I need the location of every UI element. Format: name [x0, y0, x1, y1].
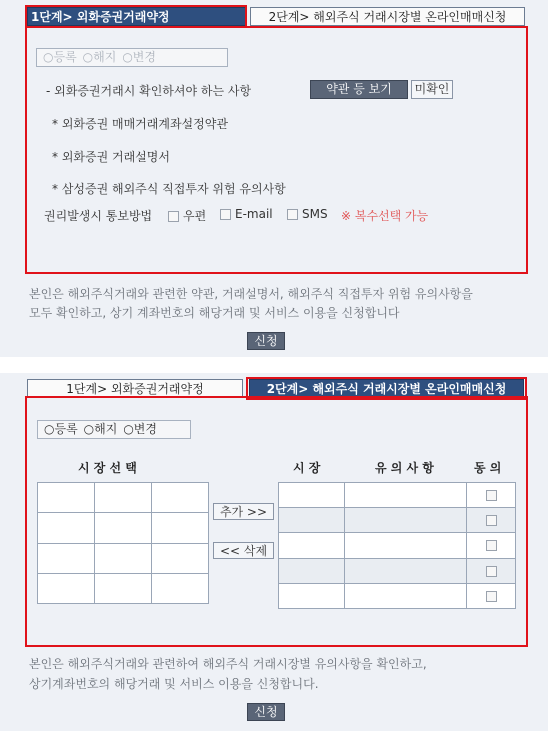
tab-step1-agreement[interactable]: 1단계> 외화증권거래약정	[27, 7, 246, 26]
consent-notice-line2: 모두 확인하고, 상기 계좌번호의 해당거래 및 서비스 이용을 신청합니다	[29, 306, 400, 320]
market-header: 시 장	[293, 461, 321, 475]
table-row	[279, 508, 516, 533]
cancel-radio[interactable]: ○해지	[83, 422, 118, 436]
sms-label: SMS	[302, 207, 328, 221]
market-cell[interactable]	[95, 573, 152, 603]
market-cell[interactable]	[38, 573, 95, 603]
consent-notice-line1: 본인은 해외주식거래와 관련하여 해외주식 거래시장별 유의사항을 확인하고,	[29, 657, 427, 671]
sms-checkbox[interactable]	[287, 209, 298, 220]
terms-item-risk-notice: * 삼성증권 해외주식 직접투자 위험 유의사항	[52, 182, 286, 196]
market-cell[interactable]	[95, 483, 152, 513]
consent-notice-line1: 본인은 해외주식거래와 관련한 약관, 거래설명서, 해외주식 직접투자 위험 유의사항을	[29, 287, 473, 301]
agree-checkbox[interactable]	[486, 515, 497, 526]
mail-checkbox[interactable]	[168, 211, 179, 222]
email-label: E-mail	[235, 207, 273, 221]
market-application-panel	[0, 373, 548, 731]
market-cell[interactable]	[38, 513, 95, 543]
change-radio[interactable]: ○변경	[122, 50, 156, 64]
table-row	[279, 533, 516, 558]
market-cell[interactable]	[152, 513, 209, 543]
apply-button[interactable]: 신청	[247, 332, 285, 350]
mail-label: 우편	[183, 209, 207, 223]
register-radio[interactable]: ○등록	[44, 422, 78, 436]
unconfirmed-button[interactable]: 미확인	[411, 80, 453, 99]
market-select-header: 시 장 선 택	[78, 461, 137, 475]
selected-market-table	[278, 482, 516, 609]
change-radio[interactable]: ○변경	[123, 422, 157, 436]
market-cell[interactable]	[95, 513, 152, 543]
market-cell[interactable]	[152, 543, 209, 573]
add-market-button[interactable]: 추가 >>	[213, 503, 274, 520]
email-checkbox[interactable]	[220, 209, 231, 220]
market-cell[interactable]	[38, 483, 95, 513]
table-row	[279, 583, 516, 608]
consent-notice-line2: 상기계좌번호의 해당거래 및 서비스 이용을 신청합니다.	[29, 677, 319, 691]
agree-checkbox[interactable]	[486, 490, 497, 501]
delete-market-button[interactable]: << 삭제	[213, 542, 274, 559]
table-row	[279, 558, 516, 583]
market-cell[interactable]	[152, 483, 209, 513]
notification-method-label: 권리발생시 통보방법	[44, 209, 153, 223]
tab-step2-online-trading[interactable]: 2단계> 해외주식 거래시장별 온라인매매신청	[249, 379, 524, 398]
multi-select-note: ※ 복수선택 가능	[341, 209, 429, 223]
notify-option-mail[interactable]	[168, 207, 206, 224]
action-radio-group	[36, 48, 228, 67]
register-radio[interactable]: ○등록	[43, 50, 77, 64]
agree-header: 동 의	[474, 461, 502, 475]
market-cell[interactable]	[95, 543, 152, 573]
terms-item-account-agreement: * 외화증권 매매거래계좌설정약관	[52, 117, 228, 131]
action-radio-group	[37, 420, 191, 439]
caution-header: 유 의 사 항	[375, 461, 434, 475]
cancel-radio[interactable]: ○해지	[82, 50, 117, 64]
agree-checkbox[interactable]	[486, 566, 497, 577]
notify-option-email[interactable]	[220, 207, 273, 221]
agree-checkbox[interactable]	[486, 540, 497, 551]
tab-step2-online-trading[interactable]: 2단계> 해외주식 거래시장별 온라인매매신청	[250, 7, 525, 26]
market-select-table	[37, 482, 209, 604]
agree-checkbox[interactable]	[486, 591, 497, 602]
view-terms-button[interactable]: 약관 등 보기	[310, 80, 408, 99]
notify-option-sms[interactable]	[287, 207, 328, 221]
market-cell[interactable]	[152, 573, 209, 603]
apply-button[interactable]: 신청	[247, 703, 285, 721]
agreement-panel	[0, 0, 548, 357]
market-cell[interactable]	[38, 543, 95, 573]
instruction-text: - 외화증권거래시 확인하셔야 하는 사항	[46, 84, 252, 98]
table-row	[279, 483, 516, 508]
terms-item-trading-manual: * 외화증권 거래설명서	[52, 150, 170, 164]
tab-step1-agreement[interactable]: 1단계> 외화증권거래약정	[27, 379, 243, 398]
